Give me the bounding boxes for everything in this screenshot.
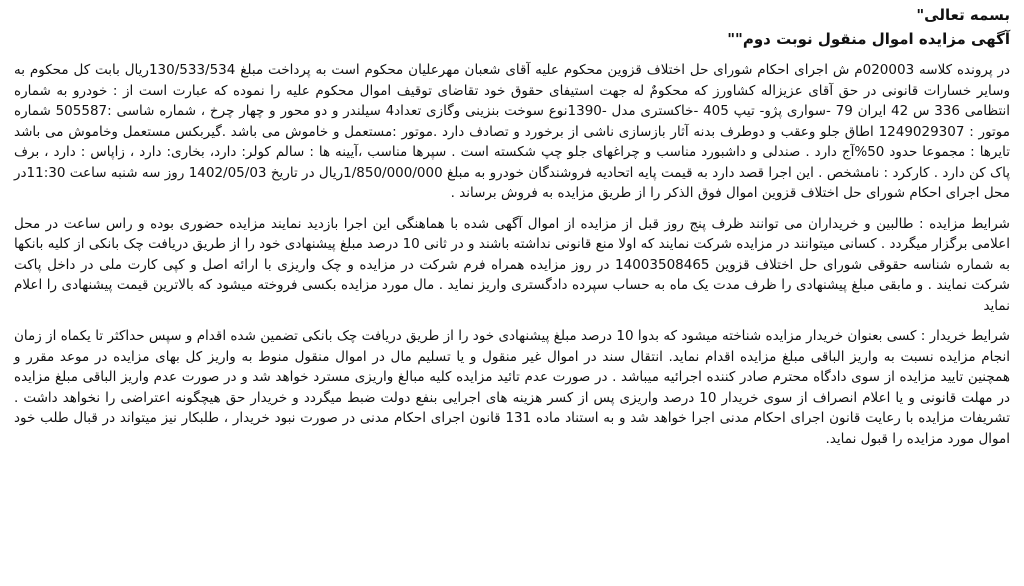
case-details-paragraph: در پرونده کلاسه 020003م ش اجرای احکام شورای حل اختلاف قزوین محکوم علیه آقای شعبان مهرعلیان محکوم است به پرداخت مبلغ 130/533/534ریال بابت کل محکوم به وسایر خسارات قانونی در حق آقای عزیزاله کشاورز که محکومٌ له جهت استیفای حقوق خود تقاضای توقیف اموال محکوم علیه را نموده که عبارت است از : خودرو به شماره انتظامی 336 س 42 ایران 79 -سواری پژو- تیپ 405 -خاکستری مدل -1390نوع سوخت بنزینی وگازی تعداد4 سیلندر و دو محور و چهار چرخ ، شماره شاسی :505587 شماره موتور : 1249029307 اطاق جلو وعقب و دوطرف بدنه آثار بازسازی ناشی از برخورد و تصادف دارد .موتور :مستعمل و خاموش می باشد .گیربکس مستعمل وخاموش می باشد تایرها : مجموعا حدود 50%آج دارد . صندلی و داشبورد مناسب و چراغهای جلو چپ شکسته است . سپرها مناسب ،آیینه ها : سالم کولر: دارد، بخاری: دارد ، زاپاس : دارد ، برف پاک کن دارد . کارکرد : نامشخص . این اجرا قصد دارد به قیمت پایه اتحادیه فروشندگان خودرو به مبلغ 1/850/000/000ریال در تاریخ 1402/05/03 روز سه شنبه ساعت 11:30در محل اجرای احکام شورای حل اختلاف قزوین اموال فوق الذکر را از طریق مزایده به فروش برساند .: [14, 62, 1011, 201]
notice-title: آگهی مزایده اموال منقول نوبت دوم"": [727, 30, 1010, 48]
buyer-conditions-paragraph: شرایط خریدار : کسی بعنوان خریدار مزایده شناخته میشود که بدوا 10 درصد مبلغ پیشنهادی خود را از طریق دریافت چک بانکی تضمین شده اقدام و سپس حداکثر تا یکماه از زمان انجام مزایده نسبت به واریز الباقی مبلغ مزایده اقدام نماید. انتقال سند در اموال غیر منقول و یا تسلیم مال در اموال منقول منوط به واریز کل بهای مزایده در موعد مقرر و همچنین تایید مزایده از سوی دادگاه محترم صادر کننده اجرائیه میباشد . در صورت عدم تائید مزایده کلیه مبالغ واریزی مسترد خواهد شد و در صورت عدم واریز الباقی مبلغ مزایده در مهلت قانونی و یا اعلام انصراف از سوی خریدار 10 درصد واریزی پس از کسر هزینه های اجرایی بنفع دولت ضبط میگردد و خریدار حق هیچگونه اعتراضی را نخواهد داشت . تشریفات مزایده با رعایت قانون اجرای احکام مدنی اجرا خواهد شد و به استناد ماده 131 قانون اجرای احکام مدنی در صورت نبود خریدار ، طلبکار نیز میتواند در قبال طلب خود اموال مورد مزایده را قبول نماید.: [14, 328, 1011, 447]
auction-conditions-paragraph: شرایط مزایده : طالبین و خریداران می توانند ظرف پنج روز قبل از مزایده از اموال آگهی شده با هماهنگی این اجرا بازدید نمایند مزایده حضوری بوده و راس ساعت در محل اعلامی برگزار میگردد . کسانی میتوانند در مزایده شرکت نمایند که اولا منع قانونی نداشته باشند و در ثانی 10 درصد مبلغ پیشنهادی خود را از طریق دریافت چک بانکی از کلیه بانکها به شماره شناسه حقوقی شورای حل اختلاف قزوین 14003508465 در روز مزایده همراه فرم شرکت در مزایده و چک واریزی با ارائه اصل و کپی کارت ملی در داخل پاکت شرکت نمایند . و مابقی مبلغ پیشنهادی را ظرف مدت یک ماه به حساب سپرده دادگستری واریز نماید . مال مورد مزایده بکسی فروخته میشود که بالاترین قیمت پیشنهادی را اعلام نماید: [14, 215, 1011, 314]
invocation-heading: بسمه تعالی": [916, 6, 1010, 24]
